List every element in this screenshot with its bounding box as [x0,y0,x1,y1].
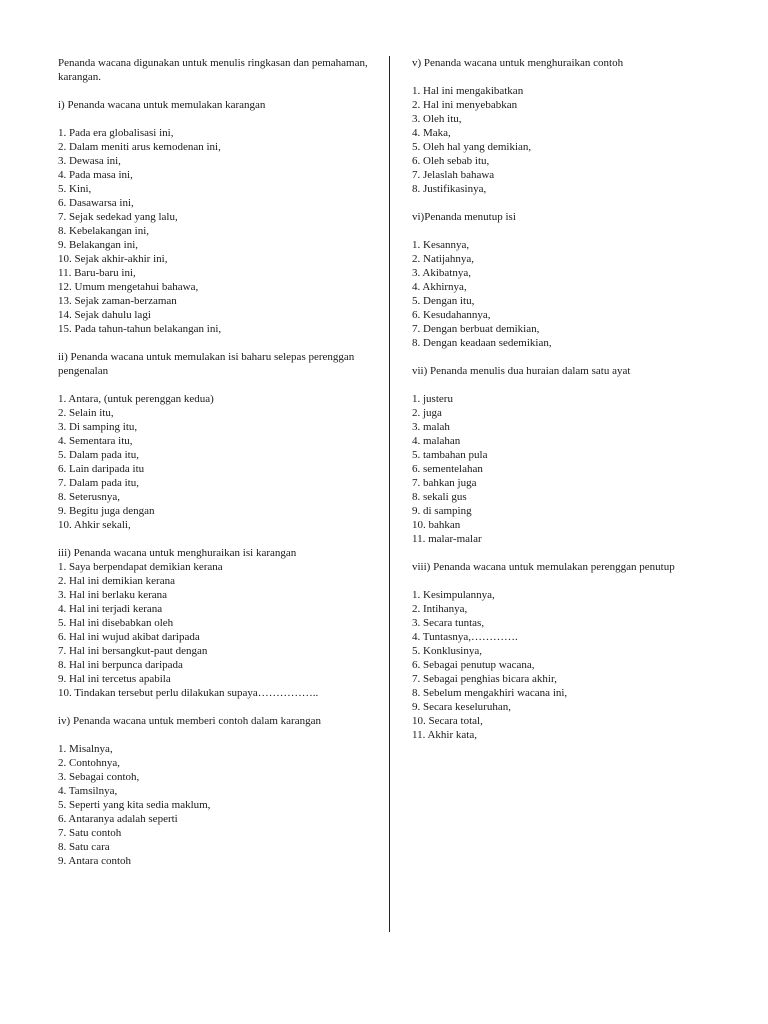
list-item: 8. Justifikasinya, [412,183,487,195]
list-item: 2. Hal ini demikian kerana [58,575,175,587]
list-item: 10. Sejak akhir-akhir ini, [58,253,168,265]
list-item: 9. di samping [412,505,472,517]
section-heading: v) Penanda wacana untuk menghuraikan contoh [412,57,624,69]
list-item: 11. Baru-baru ini, [58,267,136,279]
list-item: 6. Kesudahannya, [412,309,491,321]
list-item: 8. Seterusnya, [58,491,121,503]
section-heading: iii) Penanda wacana untuk menghuraikan isi karangan [58,547,297,559]
list-item: 5. Dalam pada itu, [58,449,139,461]
list-item: 7. bahkan juga [412,477,477,489]
section-list [412,588,742,742]
section-vi [412,210,742,350]
list-item: 1. Misalnya, [58,743,113,755]
list-item: 8. sekali gus [412,491,467,503]
list-item: 7. Satu contoh [58,827,122,839]
list-item: 10. Ahkir sekali, [58,519,131,531]
list-item: 4. malahan [412,435,461,447]
list-item: 10. bahkan [412,519,461,531]
list-item: 3. Secara tuntas, [412,617,485,629]
section-heading: iv) Penanda wacana untuk memberi contoh dalam karangan [58,715,321,727]
list-item: 1. justeru [412,393,453,405]
list-item: 2. Dalam meniti arus kemodenan ini, [58,141,221,153]
section-viii [412,560,742,742]
list-item: 1. Kesimpulannya, [412,589,495,601]
list-item: 11. malar-malar [412,533,482,545]
list-item: 2. Hal ini menyebabkan [412,99,518,111]
list-item: 3. Akibatnya, [412,267,471,279]
list-item: 14. Sejak dahulu lagi [58,309,151,321]
list-item: 7. Sejak sedekad yang lalu, [58,211,178,223]
section-vii [412,364,742,546]
list-item: 2. Contohnya, [58,757,121,769]
list-item: 3. Hal ini berlaku kerana [58,589,168,601]
section-heading: vii) Penanda menulis dua huraian dalam satu ayat [412,365,631,377]
right-column [412,56,742,742]
list-item: 2. Selain itu, [58,407,114,419]
list-item: 1. Antara, (untuk perenggan kedua) [58,393,214,405]
list-item: 2. juga [412,407,442,419]
list-item: 6. Lain daripada itu [58,463,145,475]
list-item: 6. sementelahan [412,463,483,475]
section-i [58,98,373,336]
list-item: 2. Intihanya, [412,603,468,615]
list-item: 2. Natijahnya, [412,253,475,265]
list-item: 8. Sebelum mengakhiri wacana ini, [412,687,568,699]
list-item: 8. Kebelakangan ini, [58,225,150,237]
list-item: 1. Hal ini mengakibatkan [412,85,524,97]
list-item: 7. Hal ini bersangkut-paut dengan [58,645,208,657]
list-item: 6. Antaranya adalah seperti [58,813,178,825]
list-item: 6. Hal ini wujud akibat daripada [58,631,200,643]
list-item: 4. Tamsilnya, [58,785,118,797]
list-item: 8. Satu cara [58,841,110,853]
section-list [412,238,742,350]
section-list [58,742,373,868]
list-item: 5. Seperti yang kita sedia maklum, [58,799,211,811]
list-item: 5. Konklusinya, [412,645,482,657]
list-item: 8. Dengan keadaan sedemikian, [412,337,552,349]
list-item: 7. Jelaslah bahawa [412,169,495,181]
intro-paragraph: Penanda wacana digunakan untuk menulis ringkasan dan pemahaman, karangan. [58,57,368,83]
list-item: 5. Oleh hal yang demikian, [412,141,532,153]
list-item: 7. Dengan berbuat demikian, [412,323,540,335]
list-item: 3. Di samping itu, [58,421,138,433]
list-item: 4. Maka, [412,127,451,139]
list-item: 9. Antara contoh [58,855,132,867]
list-item: 4. Akhirnya, [412,281,467,293]
list-item: 15. Pada tahun-tahun belakangan ini, [58,323,222,335]
list-item: 9. Begitu juga dengan [58,505,155,517]
section-list [412,84,742,196]
section-iv [58,714,373,868]
list-item: 5. Kini, [58,183,92,195]
section-v [412,56,742,196]
list-item: 5. tambahan pula [412,449,488,461]
section-iii [58,546,373,700]
list-item: 9. Secara keseluruhan, [412,701,511,713]
list-item: 7. Sebagai penghias bicara akhir, [412,673,557,685]
list-item: 6. Sebagai penutup wacana, [412,659,535,671]
list-item: 5. Hal ini disebabkan oleh [58,617,174,629]
list-item: 1. Saya berpendapat demikian kerana [58,561,223,573]
list-item: 1. Pada era globalisasi ini, [58,127,174,139]
section-heading: vi)Penanda menutup isi [412,211,516,223]
list-item: 6. Oleh sebab itu, [412,155,490,167]
section-list [58,126,373,336]
left-column [58,56,373,868]
section-heading: viii) Penanda wacana untuk memulakan perenggan penutup [412,561,675,573]
section-ii [58,350,373,532]
list-item: 3. Sebagai contoh, [58,771,140,783]
list-item: 13. Sejak zaman-berzaman [58,295,177,307]
list-item: 3. Dewasa ini, [58,155,121,167]
section-list [58,560,373,700]
list-item: 4. Pada masa ini, [58,169,133,181]
list-item: 9. Hal ini tercetus apabila [58,673,171,685]
list-item: 3. Oleh itu, [412,113,462,125]
list-item: 1. Kesannya, [412,239,470,251]
column-divider [389,56,390,932]
list-item: 7. Dalam pada itu, [58,477,139,489]
list-item: 9. Belakangan ini, [58,239,139,251]
list-item: 6. Dasawarsa ini, [58,197,134,209]
list-item: 3. malah [412,421,450,433]
section-list [412,392,742,546]
list-item: 11. Akhir kata, [412,729,477,741]
list-item: 4. Hal ini terjadi kerana [58,603,163,615]
list-item: 10. Tindakan tersebut perlu dilakukan supaya…………….. [58,687,319,699]
list-item: 8. Hal ini berpunca daripada [58,659,183,671]
section-heading: ii) Penanda wacana untuk memulakan isi baharu selepas perenggan pengenalan [58,351,355,377]
list-item: 4. Sementara itu, [58,435,133,447]
list-item: 4. Tuntasnya,…………. [412,631,518,643]
section-list [58,392,373,532]
list-item: 5. Dengan itu, [412,295,475,307]
section-heading: i) Penanda wacana untuk memulakan karangan [58,99,266,111]
list-item: 12. Umum mengetahui bahawa, [58,281,199,293]
list-item: 10. Secara total, [412,715,483,727]
